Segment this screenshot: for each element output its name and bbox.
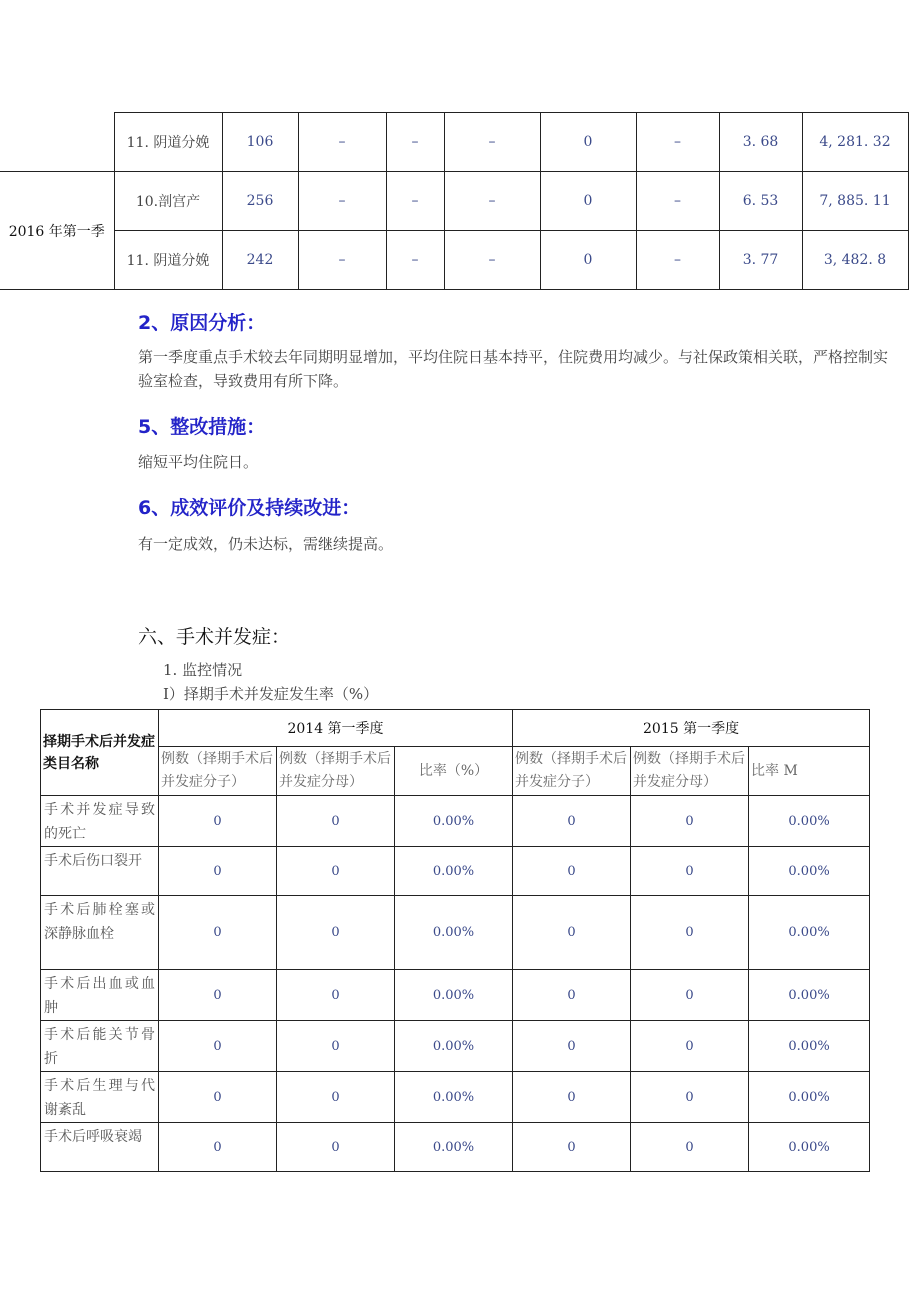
column-header: 比率（%） [395,747,513,796]
table-cell: 6. 53 [719,172,802,231]
table-cell: 0 [277,970,395,1021]
table-cell: – [298,113,386,172]
table-cell: 0 [277,1072,395,1123]
table-cell: – [444,172,540,231]
table-cell: 0 [159,1072,277,1123]
table-cell: 0 [540,172,636,231]
evaluation-heading: 6、成效评价及持续改进： [138,497,361,519]
table-cell: 0 [513,1123,631,1172]
table-cell: 4, 281. 32 [802,113,908,172]
table-cell: 0.00% [749,1072,870,1123]
table-row [41,970,870,1021]
table-cell: 106 [222,113,298,172]
row-label: 10.剖宫产 [114,172,222,231]
table-cell: 0 [631,1123,749,1172]
table-cell: 0 [513,796,631,847]
table-cell: – [636,172,719,231]
table-row [41,1072,870,1123]
table-row [41,847,870,896]
table-cell: 0 [631,1072,749,1123]
row-name: 手术后出血或血肿 [41,970,159,1021]
table-cell: 0.00% [749,896,870,970]
monitoring-subheading: 1. 监控情况 [163,661,243,679]
evaluation-text: 有一定成效，仍未达标，需继续提高。 [138,535,394,553]
row-name: 手术并发症导致的死亡 [41,796,159,847]
table-cell: 0 [631,847,749,896]
table-row [41,896,870,970]
row-name: 手术后肺栓塞或深静脉血栓 [41,896,159,970]
table-cell: 0 [277,1021,395,1072]
table-cell: – [298,172,386,231]
table-cell: 0 [513,1072,631,1123]
table-cell: 0 [513,896,631,970]
table-cell: 0.00% [395,796,513,847]
table-cell: 0.00% [749,847,870,896]
table-cell: 0 [540,231,636,290]
table-cell: – [298,231,386,290]
table-header-row [41,710,870,747]
table-cell: 0 [277,1123,395,1172]
table-row [0,172,908,231]
table-cell: 0.00% [749,796,870,847]
table-cell: – [386,113,444,172]
table-cell: 0.00% [749,970,870,1021]
table-cell: 3. 68 [719,113,802,172]
table-row [41,1123,870,1172]
table-cell: 0 [631,970,749,1021]
table-cell: – [636,231,719,290]
table-cell: 3. 77 [719,231,802,290]
table-cell: 0 [159,796,277,847]
measures-text: 缩短平均住院日。 [138,453,259,471]
table-cell: – [386,172,444,231]
rate-subheading: I）择期手术并发症发生率（%） [163,685,379,703]
table-cell: 242 [222,231,298,290]
table-cell: 0 [159,1123,277,1172]
column-header: 比率 M [749,747,870,796]
table-header-row [41,747,870,796]
table-cell: 0 [159,847,277,896]
table-row [0,113,908,172]
row-label: 11. 阴道分娩 [114,113,222,172]
table-cell: 0.00% [395,1123,513,1172]
table-row [41,1021,870,1072]
cause-analysis-text: 第一季度重点手术较去年同期明显增加，平均住院日基本持平，住院费用均减少。与社保政策相关联，严格控制实验室检查，导致费用有所下降。 [138,348,889,390]
table-cell: 0 [513,847,631,896]
measures-heading: 5、整改措施： [138,416,266,438]
table-cell: – [444,231,540,290]
table-cell: 0.00% [395,847,513,896]
table-row [41,796,870,847]
period-header-2015: 2015 第一季度 [513,710,870,747]
row-name: 手术后生理与代谢紊乱 [41,1072,159,1123]
table-cell: – [386,231,444,290]
table-cell: – [636,113,719,172]
table-cell: – [444,113,540,172]
table-cell: 0 [159,896,277,970]
table-row [0,231,908,290]
complications-table [40,709,870,1172]
table-cell: 3, 482. 8 [802,231,908,290]
table-cell: 0 [631,1021,749,1072]
complications-heading: 六、手术并发症： [138,626,291,648]
table-cell: 0 [159,970,277,1021]
quarter-label: 2016 年第一季 [0,172,114,290]
table-cell: 0 [631,896,749,970]
table-cell: 0.00% [395,896,513,970]
table-cell: 0 [513,970,631,1021]
table-cell: 0.00% [749,1021,870,1072]
row-name: 手术后能关节骨折 [41,1021,159,1072]
table-cell: 0 [540,113,636,172]
table-cell: 0.00% [395,970,513,1021]
table-cell: 0 [277,847,395,896]
table-cell: 256 [222,172,298,231]
table-cell: 0 [631,796,749,847]
category-header: 择期手术后并发症类目名称 [41,710,159,796]
row-name: 手术后伤口裂开 [41,847,159,896]
table-cell: 0 [159,1021,277,1072]
table-cell: 0.00% [749,1123,870,1172]
row-label: 11. 阴道分娩 [114,231,222,290]
table-cell: 0.00% [395,1021,513,1072]
table-cell: 0 [277,796,395,847]
period-header-2014: 2014 第一季度 [159,710,513,747]
table-cell: 0 [277,896,395,970]
cost-summary-table [0,112,909,290]
row-name: 手术后呼吸衰竭 [41,1123,159,1172]
table-cell: 0.00% [395,1072,513,1123]
table-cell: 7, 885. 11 [802,172,908,231]
column-header: 例数（择期手术后并发症分子） [159,747,277,796]
cause-analysis-heading: 2、原因分析： [138,312,266,334]
column-header: 例数（择期手术后并发症分母） [631,747,749,796]
column-header: 例数（择期手术后并发症分子） [513,747,631,796]
table-cell: 0 [513,1021,631,1072]
column-header: 例数（择期手术后并发症分母） [277,747,395,796]
